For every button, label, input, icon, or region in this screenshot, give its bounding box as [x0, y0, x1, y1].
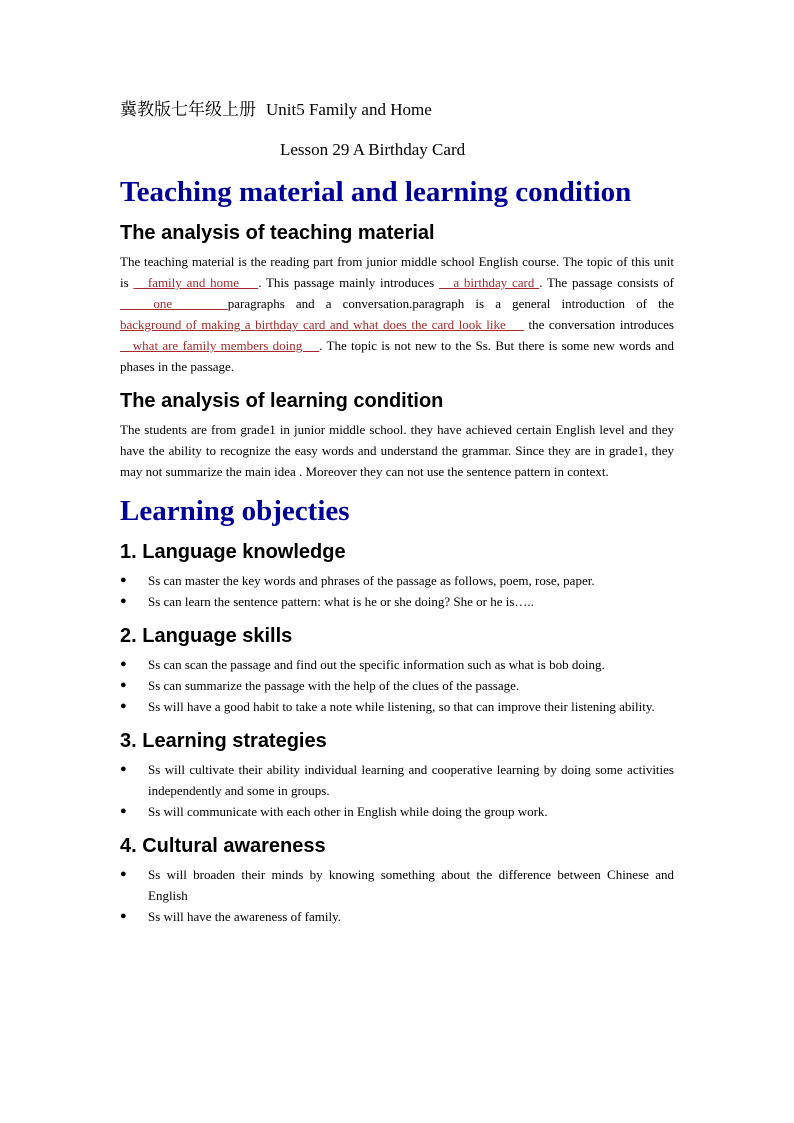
list-item [120, 570, 674, 591]
list-item-text: Ss will broaden their minds by knowing something about the difference between Chinese and English [148, 867, 674, 903]
list-item-text: Ss will communicate with each other in English while doing the group work. [148, 804, 548, 819]
objective-heading: 4. Cultural awareness [120, 835, 326, 857]
unit-title: Unit5 Family and Home [266, 100, 432, 119]
blank-passage-subject: a birthday card [438, 275, 540, 290]
list-item-text: Ss can learn the sentence pattern: what is he or she doing? She or he is….. [148, 594, 534, 609]
bullet-icon: ● [120, 679, 127, 691]
objective-list [120, 570, 674, 612]
blank-paragraph-count: one [120, 296, 228, 311]
text-run: . This passage mainly introduces [258, 275, 439, 290]
objective-list [120, 759, 674, 822]
list-item [120, 759, 674, 801]
lesson-title: Lesson 29 A Birthday Card [280, 140, 466, 159]
blank-topic: family and home [133, 275, 259, 290]
objective-group-4 [120, 834, 674, 927]
list-item-text: Ss will have the awareness of family. [148, 909, 342, 924]
objective-group-3 [120, 729, 674, 822]
list-item [120, 591, 674, 612]
objective-heading: 3. Learning strategies [120, 730, 327, 752]
blank-paragraph-intro: background of making a birthday card and what does the card look like [120, 317, 524, 332]
blank-conversation-topic: what are family members doing [120, 338, 320, 353]
objective-list [120, 654, 674, 717]
bullet-icon: ● [120, 910, 127, 922]
bullet-icon: ● [120, 574, 127, 586]
bullet-icon: ● [120, 868, 127, 880]
document-page [120, 100, 674, 927]
text-run: . The passage consists of [539, 275, 675, 290]
objective-heading: 2. Language skills [120, 625, 293, 647]
list-item-text: Ss will cultivate their ability individual learning and cooperative learning by doing some activities independently and some in groups. [148, 762, 674, 798]
list-item [120, 864, 674, 906]
section-heading-objectives: Learning objecties [120, 495, 350, 527]
list-item [120, 675, 674, 696]
objective-heading: 1. Language knowledge [120, 541, 346, 563]
learning-condition-paragraph: The students are from grade1 in junior middle school. they have achieved certain English level and they have the ability to recognize the easy words and understand the grammar. Since they are in grade1, they may not summarize the main idea . Moreover they can not use the sentence pattern in context. [120, 422, 674, 479]
text-run: The teaching material is the reading part from junior middle school English course. The topic of this unit is [120, 254, 674, 290]
list-item [120, 801, 674, 822]
objective-group-1 [120, 540, 674, 612]
objective-group-2 [120, 624, 674, 717]
list-item [120, 696, 674, 717]
objective-list [120, 864, 674, 927]
teaching-material-paragraph [120, 251, 674, 377]
list-item-text: Ss can scan the passage and find out the specific information such as what is bob doing. [148, 657, 605, 672]
bullet-icon: ● [120, 595, 127, 607]
list-item-text: Ss can master the key words and phrases of the passage as follows, poem, rose, paper. [148, 573, 595, 588]
text-run: paragraphs and a conversation.paragraph is a general introduction of the [227, 296, 674, 311]
bullet-icon: ● [120, 658, 127, 670]
bullet-icon: ● [120, 763, 127, 775]
subheading-learning-condition: The analysis of learning condition [120, 390, 444, 412]
list-item-text: Ss will have a good habit to take a note while listening, so that can improve their listening ability. [148, 699, 655, 714]
bullet-icon: ● [120, 700, 127, 712]
section-heading-material-condition: Teaching material and learning condition [120, 176, 632, 208]
course-header [120, 100, 674, 120]
list-item-text: Ss can summarize the passage with the help of the clues of the passage. [148, 678, 520, 693]
subheading-teaching-material: The analysis of teaching material [120, 222, 435, 244]
course-title-cn: 冀教版七年级上册 [120, 100, 256, 119]
text-run: . The topic is not new to the Ss. But there is some new words and phases in the passage. [120, 338, 674, 374]
bullet-icon: ● [120, 805, 127, 817]
list-item [120, 906, 674, 927]
text-run: the conversation introduces [523, 317, 674, 332]
list-item [120, 654, 674, 675]
